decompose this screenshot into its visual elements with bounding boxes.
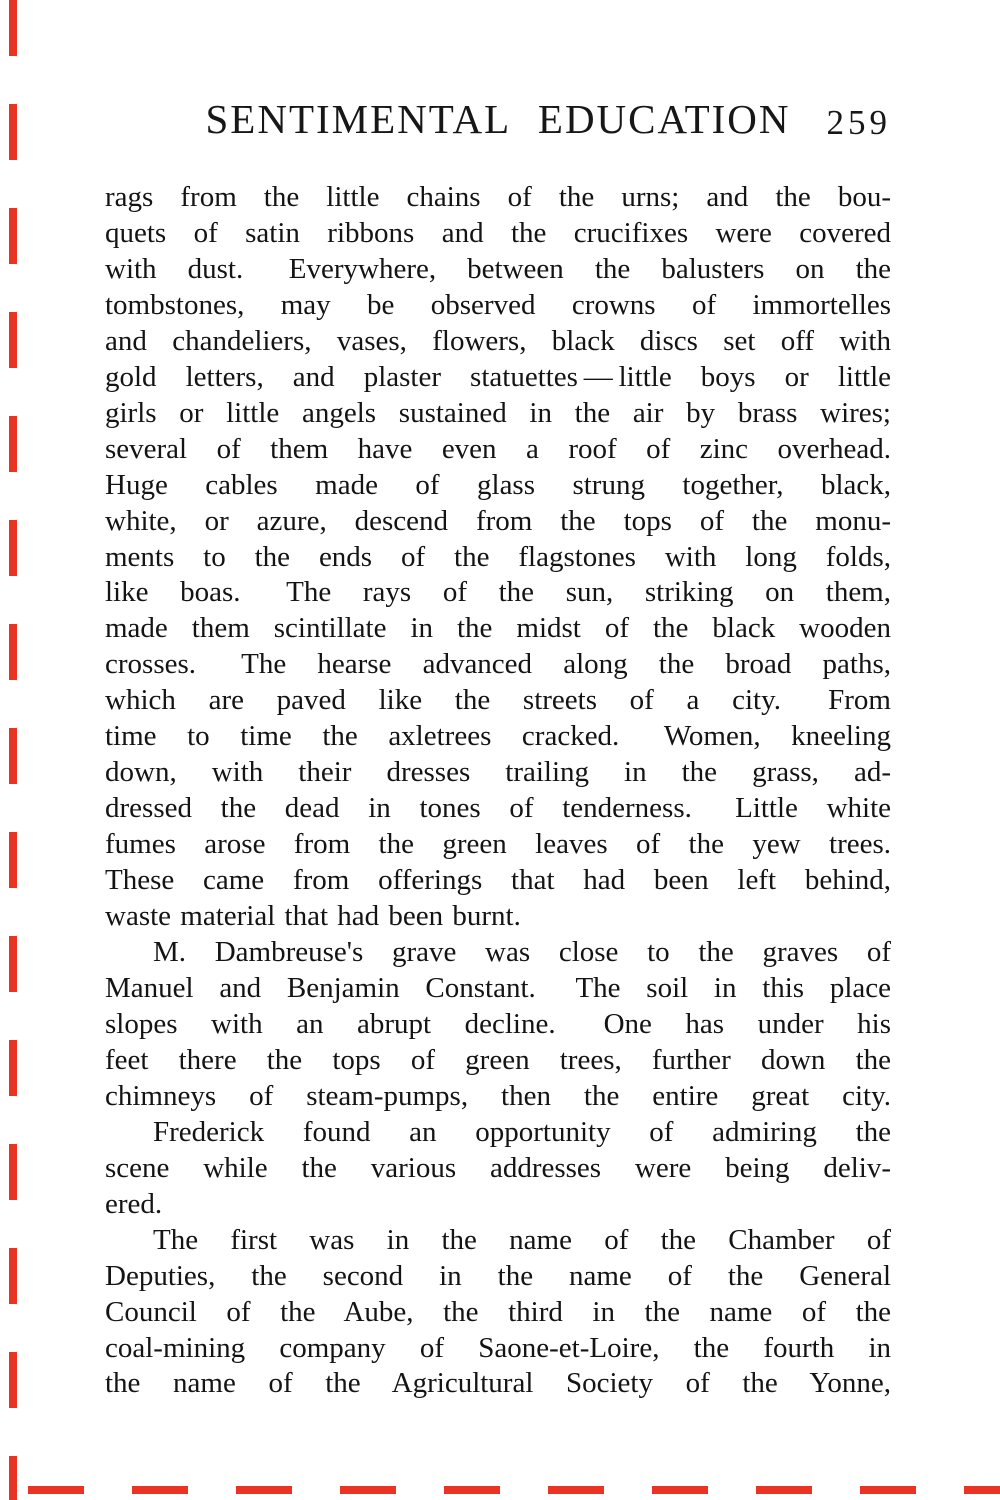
text-line: white, or azure, descend from the tops of the monu-	[105, 504, 891, 537]
page-number: 259	[826, 103, 891, 142]
text-line: rags from the little chains of the urns; and the bou-	[105, 181, 891, 213]
text-line: waste material that had been burnt.	[105, 900, 521, 933]
text-line: down, with their dresses trailing in the grass, ad-	[105, 756, 891, 789]
text-line: slopes with an abrupt decline. One has under his	[105, 1007, 891, 1040]
text-line: These came from offerings that had been left behind,	[105, 864, 891, 897]
text-line: Council of the Aube, the third in the name of the	[105, 1295, 891, 1328]
text-line: several of them have even a roof of zinc overhead.	[105, 432, 891, 465]
text-line: Huge cables made of glass strung together, black,	[105, 468, 891, 501]
text-line: M. Dambreuse's grave was close to the graves of	[153, 936, 891, 969]
text-line: feet there the tops of green trees, further down the	[105, 1043, 891, 1076]
left-edge-scan-marks	[9, 0, 17, 1500]
text-line: tombstones, may be observed crowns of immortelles	[105, 288, 891, 321]
text-line: which are paved like the streets of a city. From	[105, 684, 891, 717]
text-line: ered.	[105, 1187, 163, 1220]
text-line: The first was in the name of the Chamber of	[153, 1223, 891, 1256]
text-line: Manuel and Benjamin Constant. The soil in this place	[105, 971, 891, 1004]
text-line: coal-mining company of Saone-et-Loire, the fourth in	[105, 1331, 891, 1364]
text-line: gold letters, and plaster statuettes — little boys or little	[105, 360, 891, 393]
text-line: made them scintillate in the midst of the black wooden	[105, 612, 891, 645]
book-title: SENTIMENTAL EDUCATION	[205, 96, 791, 142]
page-body	[105, 180, 891, 1402]
text-line: the name of the Agricultural Society of the Yonne,	[105, 1367, 891, 1400]
text-line: fumes arose from the green leaves of the yew trees.	[105, 828, 891, 861]
text-line: scene while the various addresses were being deliv-	[105, 1151, 891, 1184]
text-line: ments to the ends of the flagstones with long folds,	[105, 540, 891, 573]
book-page	[105, 0, 891, 1500]
text-line: with dust. Everywhere, between the balusters on the	[105, 252, 891, 285]
running-header	[105, 96, 891, 142]
text-line: girls or little angels sustained in the air by brass wires;	[105, 396, 891, 429]
text-line: chimneys of steam-pumps, then the entire great city.	[105, 1079, 891, 1112]
text-line: Deputies, the second in the name of the General	[105, 1259, 891, 1292]
text-line: time to time the axletrees cracked. Women, kneeling	[105, 720, 891, 753]
text-line: and chandeliers, vases, flowers, black discs set off with	[105, 324, 891, 357]
text-line: dressed the dead in tones of tenderness. Little white	[105, 792, 891, 825]
text-line: Frederick found an opportunity of admiring the	[153, 1115, 891, 1148]
text-line: crosses. The hearse advanced along the broad paths,	[105, 648, 891, 681]
text-line: like boas. The rays of the sun, striking on them,	[105, 576, 891, 609]
text-line: quets of satin ribbons and the crucifixes were covered	[105, 216, 891, 249]
